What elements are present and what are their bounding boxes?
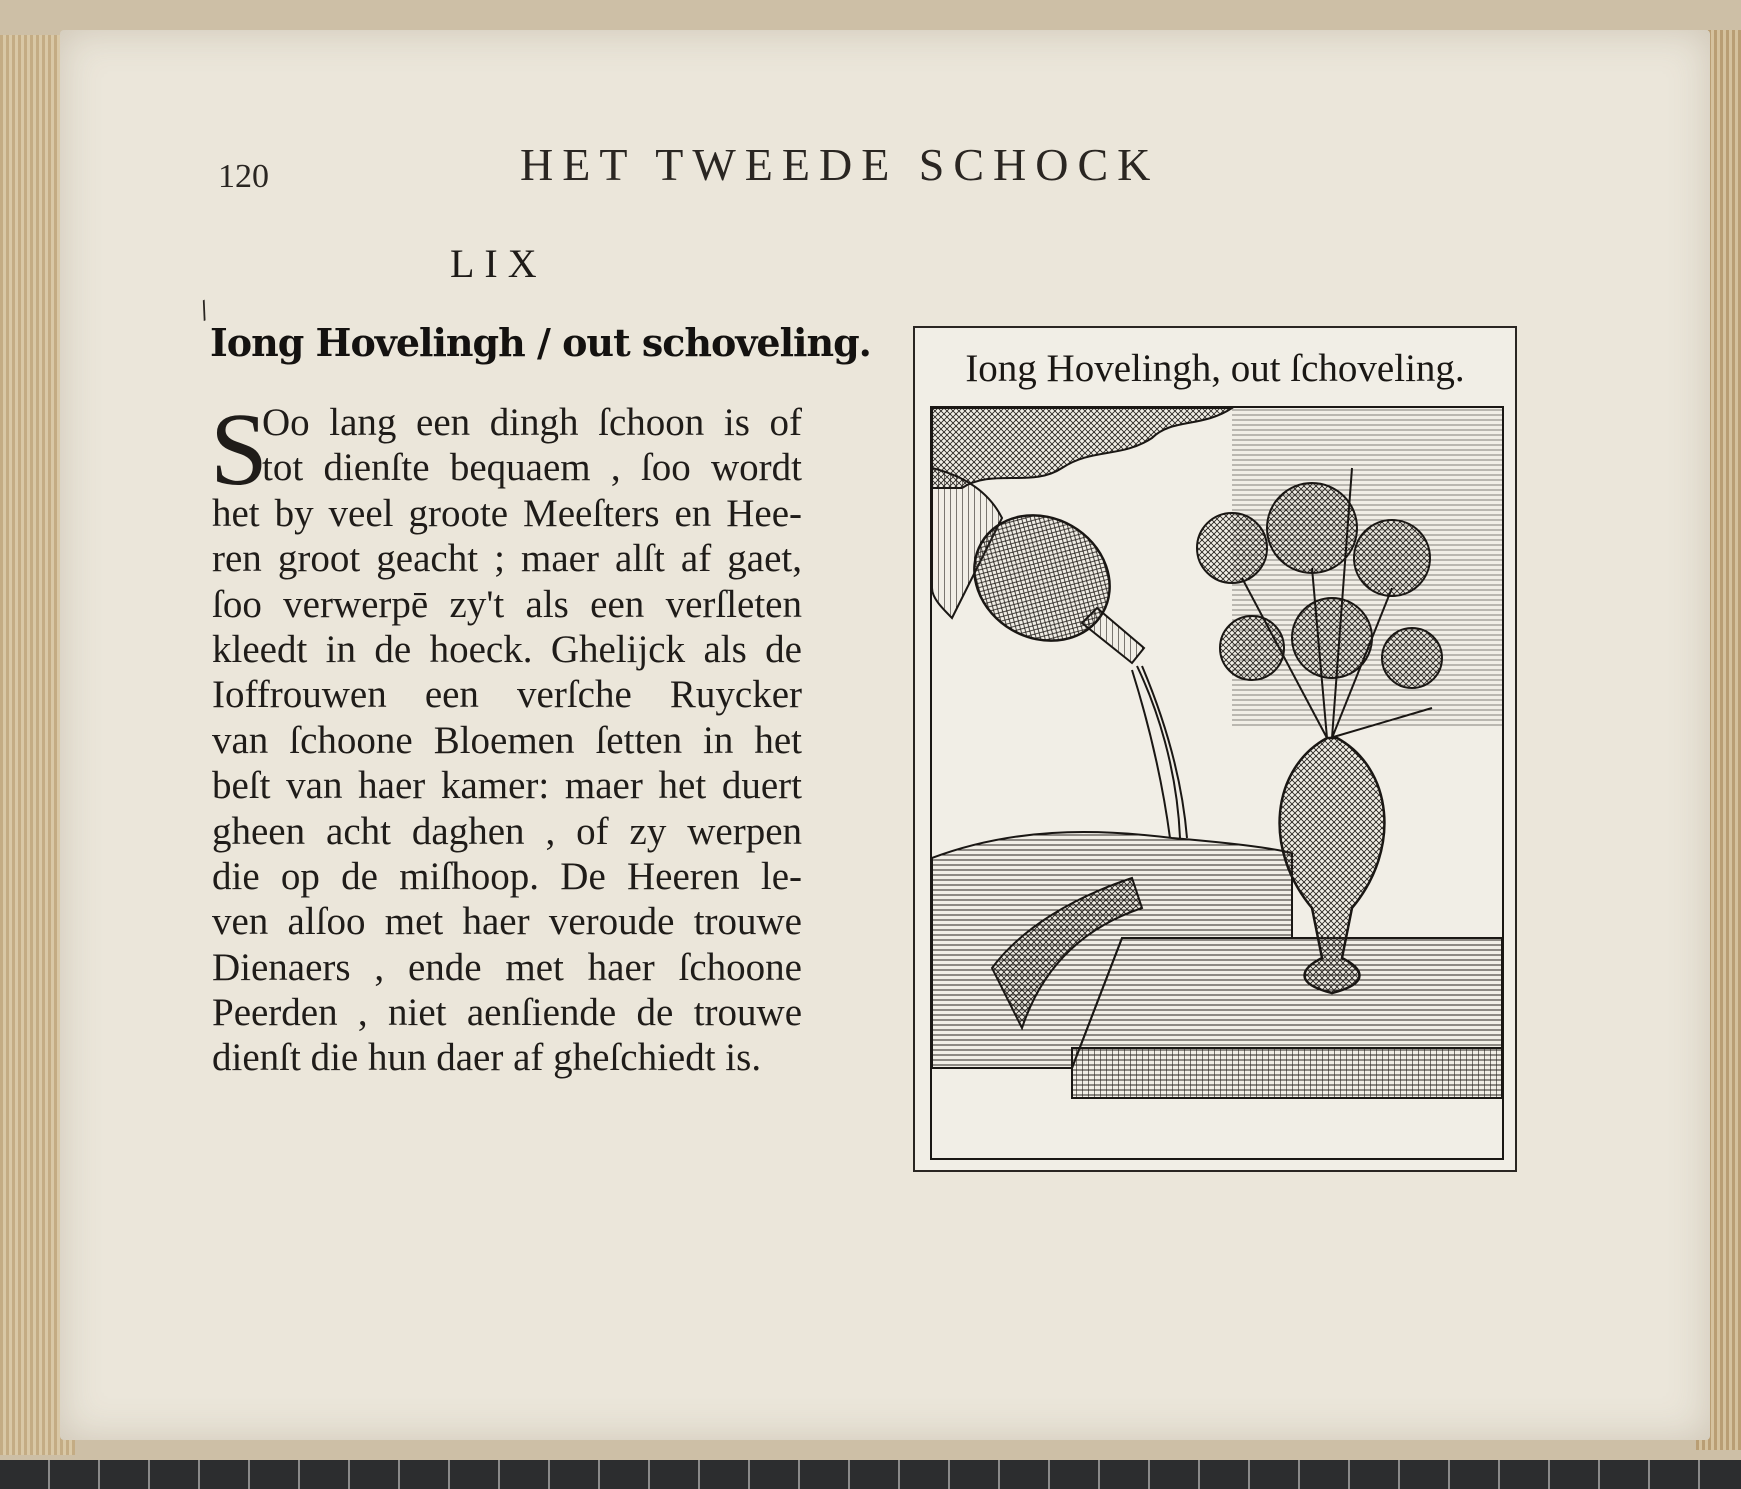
body-line: van ſchoone Bloemen ſetten in het: [212, 718, 802, 762]
body-line: kleedt in de hoeck. Ghelijck als de: [212, 627, 802, 671]
body-line: Oo lang een dingh ſchoon is of: [262, 401, 802, 444]
table-front: [1072, 1048, 1502, 1098]
engraving-motto: Iong Hovelingh, out ſchoveling.: [965, 347, 1465, 390]
flower: [1382, 628, 1442, 688]
cloud: [932, 408, 1232, 488]
body-line: beſt van haer kamer: maer het duert: [212, 764, 802, 808]
body-line: Ioffrouwen een verſche Ruycker: [212, 673, 802, 717]
drop-cap: S: [210, 392, 268, 507]
ink-mark: /: [195, 295, 213, 325]
engraving-illustration: [930, 406, 1504, 1160]
body-line: ren groot geacht ; maer alſt af gaet,: [212, 537, 802, 581]
flower: [1220, 616, 1284, 680]
emblem-numeral: LIX: [450, 241, 547, 286]
engraving-image: [932, 408, 1502, 1158]
emblem-title: Iong Hovelingh / out schoveling.: [210, 320, 871, 365]
jug-spout: [1082, 608, 1144, 663]
flower: [1197, 513, 1267, 583]
running-head-title: HET TWEEDE SCHOCK: [520, 139, 1160, 190]
body-line: Dienaers , ende met haer ſchoone: [212, 945, 802, 989]
scale-ruler: [0, 1460, 1741, 1489]
emblem-frame: [913, 326, 1517, 1172]
water-stream: [1132, 666, 1187, 838]
body-line: ven alſoo met haer veroude trouwe: [212, 900, 802, 944]
body-line: gheen acht daghen , of zy werpen: [212, 809, 802, 853]
page-number: 120: [218, 158, 269, 195]
flower: [1354, 520, 1430, 596]
flower: [1267, 483, 1357, 573]
body-text: [210, 392, 802, 1081]
body-line: tot dienſte bequaem , ſoo wordt: [262, 446, 802, 490]
body-line: ſoo verwerpē zy't als een verſleten: [212, 582, 802, 626]
body-line: die op de miſhoop. De Heeren le-: [212, 854, 802, 898]
body-line: het by veel groote Meeſters en Hee-: [212, 491, 802, 535]
body-line: dienſt die hun daer af gheſchiedt is.: [212, 1036, 762, 1080]
body-line: Peerden , niet aenſiende de trouwe: [212, 991, 802, 1035]
